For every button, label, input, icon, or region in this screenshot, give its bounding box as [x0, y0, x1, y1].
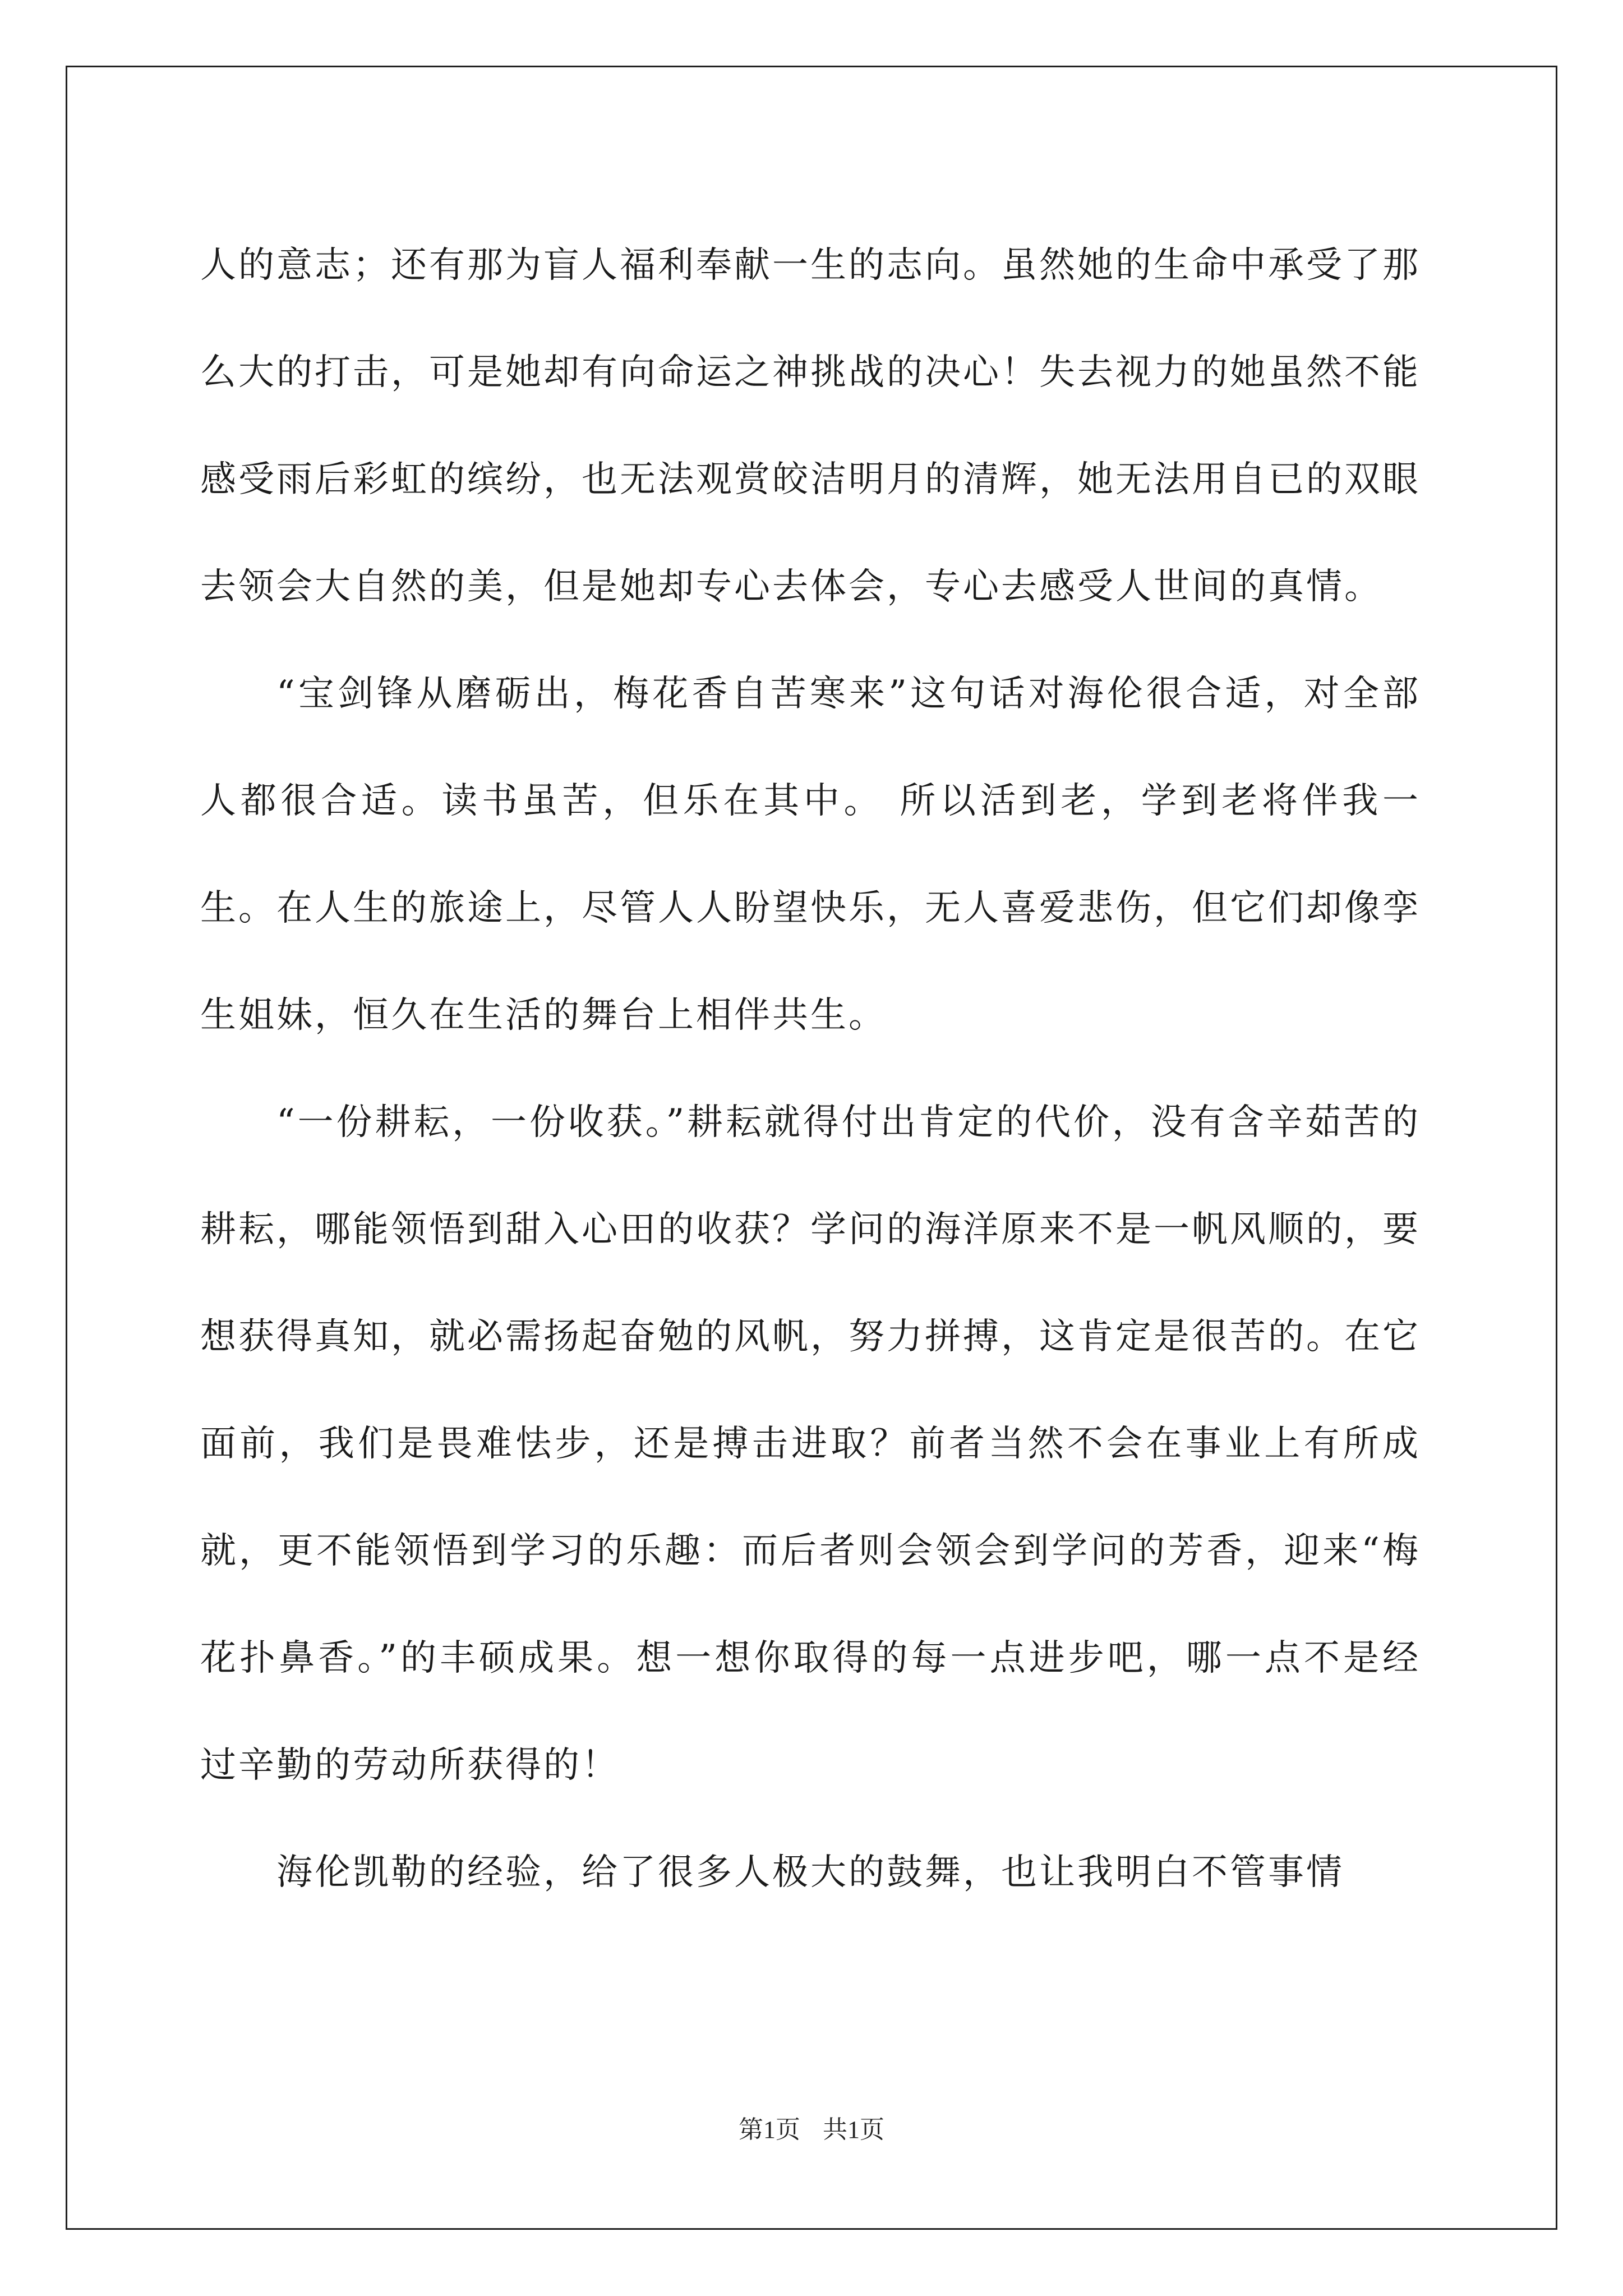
paragraph-3: “一份耕耘，一份收获。”耕耘就得付出肯定的代价，没有含辛茹苦的耕耘，哪能领悟到甜入心田的收获？学问的海洋原来不是一帆风顺的，要想获得真知，就必需扬起奋勉的风帆，努力拼搏，这肯定是很苦的。在它面前，我们是畏难怯步，还是搏击进取？前者当然不会在事业上有所成就，更不能领悟到学习的乐趣：而后者则会领会到学问的芳香，迎来“梅花扑鼻香。”的丰硕成果。想一想你取得的每一点进步吧，哪一点不是经过辛勤的劳动所获得的！: [200, 1102, 1421, 1786]
paragraph-1: 人的意志；还有那为盲人福利奉献一生的志向。虽然她的生命中承受了那么大的打击，可是她却有向命运之神挑战的决心！失去视力的她虽然不能感受雨后彩虹的缤纷，也无法观赏皎洁明月的清辉，她无法用自已的双眼去领会大自然的美，但是她却专心去体会，专心去感受人世间的真情。: [200, 245, 1421, 608]
paragraph-2: “宝剑锋从磨砺出，梅花香自苦寒来”这句话对海伦很合适，对全部人都很合适。读书虽苦，但乐在其中。 所以活到老，学到老将伴我一生。在人生的旅途上，尽管人人盼望快乐，无人喜爱悲伤，但它们却像孪生姐妹，恒久在生活的舞台上相伴共生。: [200, 673, 1421, 1036]
paragraph-4: 海伦凯勒的经验，给了很多人极大的鼓舞，也让我明白不管事情: [276, 1852, 1344, 1893]
page-number: 第1页: [739, 2116, 800, 2143]
page-footer: [0, 2113, 1623, 2147]
page-total: 共1页: [823, 2116, 884, 2143]
document-body: [200, 212, 1421, 1926]
